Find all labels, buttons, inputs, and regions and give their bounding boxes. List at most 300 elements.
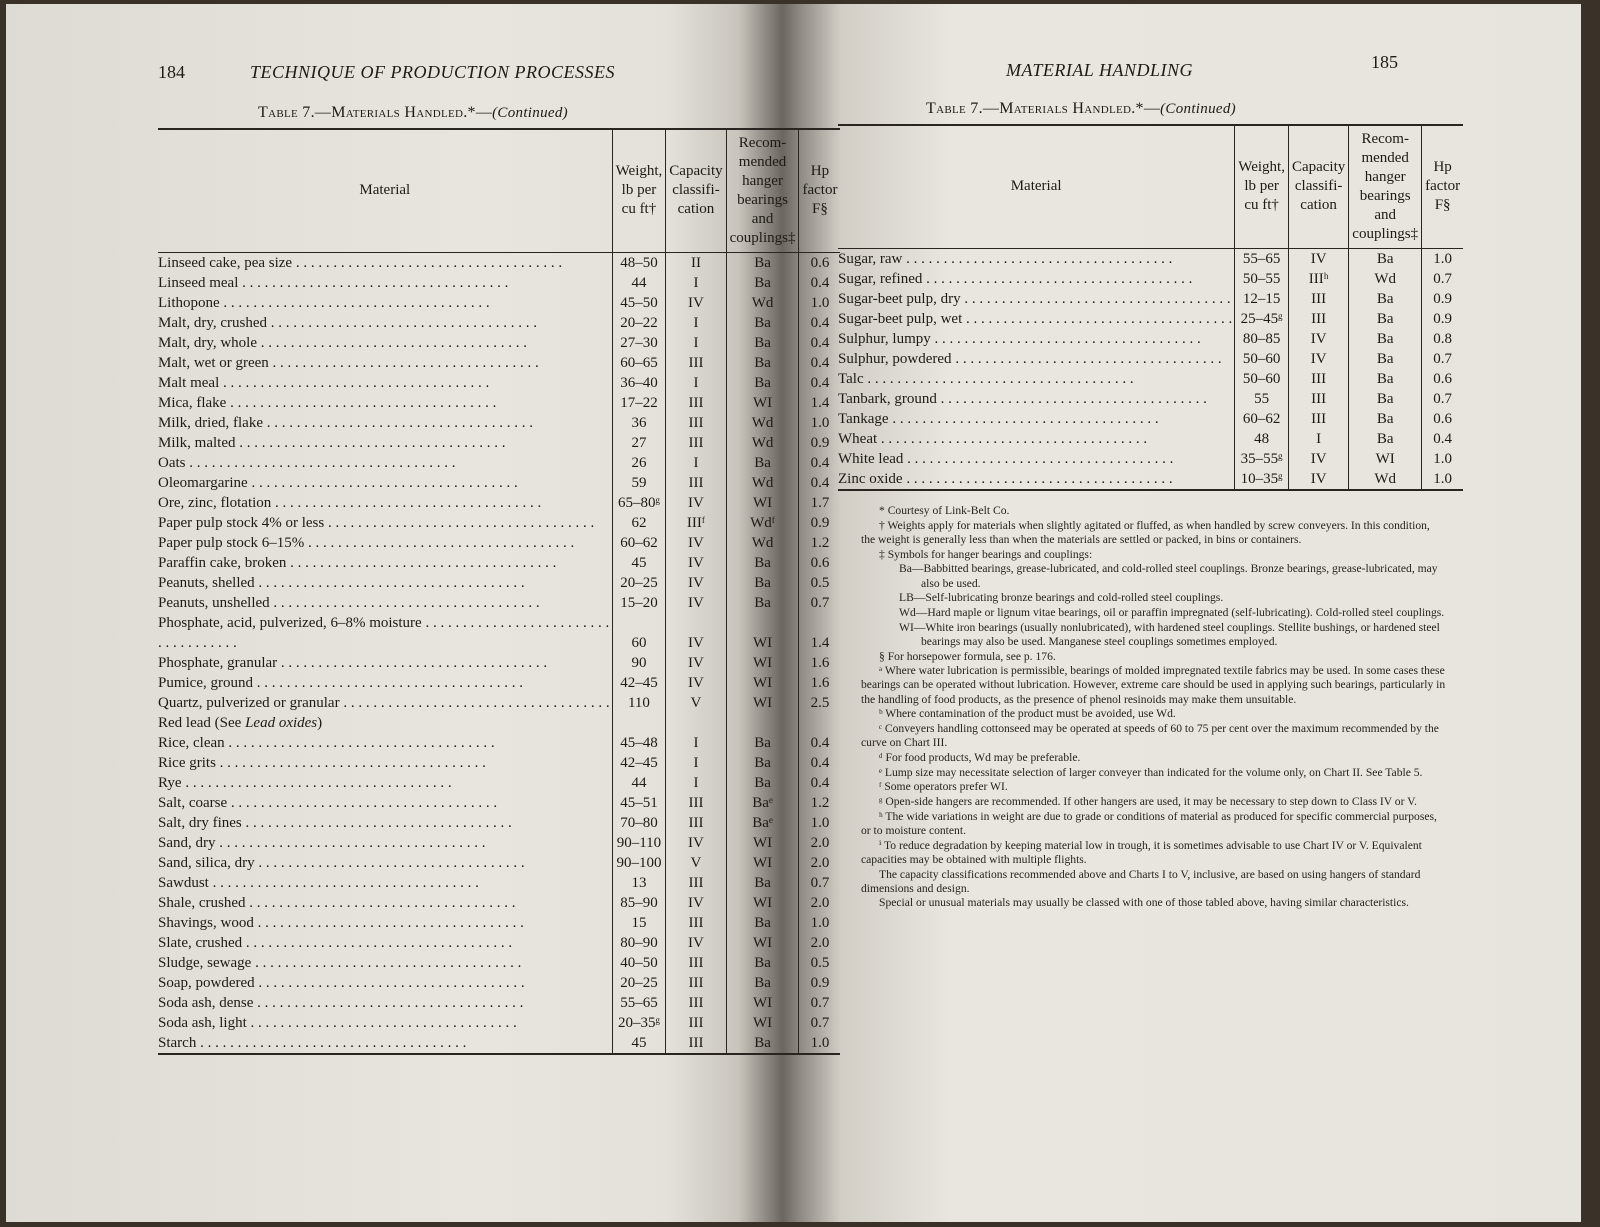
cell-bearing: Wd [726,293,799,313]
right-running-head: MATERIAL HANDLING [1006,60,1194,80]
dot-leader: . . . . . . . . . . . . . . . . . . . . . . . . . . . . . . . . . . . . [238,274,509,291]
left-page [6,4,838,1222]
cell-capacity: I [666,333,726,353]
dot-leader: . . . . . . . . . . . . . . . . . . . . . . . . . . . . . . . . . . . . [254,854,525,871]
cell-material [158,953,612,973]
table-row [158,933,840,953]
book-spread [6,4,1581,1222]
cell-weight: 12–15 [1235,289,1289,309]
cell-weight: 27 [612,433,666,453]
material-name: Milk, dried, flake [158,414,263,431]
footnote: ᶠ Some operators prefer WI. [879,780,1008,794]
cell-material [158,533,612,553]
cell-weight: 40–50 [612,953,666,973]
table-row [158,393,840,413]
cell-weight: 44 [612,773,666,793]
cell-hp-factor: 1.4 [799,393,840,413]
material-name: Sugar, raw [838,250,903,267]
cell-hp-factor: 0.6 [799,553,840,573]
cell-capacity: IV [1288,469,1348,490]
cell-bearing: WI [726,693,799,713]
material-name: Soap, powdered [158,974,255,991]
cell-material [158,273,612,293]
cell-capacity: III [666,1013,726,1033]
dot-leader: . . . . . . . . . . . . . . . . . . . . . . . . . . . . . . . . . . . . [267,314,537,331]
cell-weight: 20–25 [612,573,666,593]
cell-capacity: IV [1288,449,1348,469]
right-page [796,4,1581,1222]
cell-bearing: Wd [1349,269,1422,289]
cell-material [158,293,612,313]
cell-capacity: III [666,973,726,993]
cell-bearing: Ba [1349,349,1422,369]
table-row [158,773,840,793]
material-name: Salt, dry fines [158,814,242,831]
cell-weight: 60 [612,613,666,653]
cell-capacity: IV [666,933,726,953]
cell-bearing: Ba [726,973,799,993]
dot-leader: . . . . . . . . . . . . . . . . . . . . . . . . . . . . . . . . . . . . [269,594,540,611]
cell-capacity: IV [666,533,726,553]
dot-leader: . . . . . . . . . . . . . . . . . . . . . . . . . . . . . . . . . . . . [286,554,557,571]
cell-capacity: I [666,733,726,753]
cell-bearing: WI [726,833,799,853]
left-running-head: TECHNIQUE OF PRODUCTION PROCESSES [250,62,615,82]
table-row [158,753,840,773]
cell-hp-factor: 0.4 [799,273,840,293]
cell-bearing: Baᵉ [726,793,799,813]
cell-weight: 42–45 [612,673,666,693]
dot-leader: . . . . . . . . . . . . . . . . . . . . . . . . . . . . . . . . . . . . [245,894,516,911]
table-row [838,469,1463,490]
cell-weight: 62 [612,513,666,533]
cell-bearing: Ba [726,353,799,373]
table-row [158,373,840,393]
cell-hp-factor: 2.0 [799,933,840,953]
cell-hp-factor: 2.0 [799,833,840,853]
cell-capacity: III [666,873,726,893]
cell-bearing: Wd [726,533,799,553]
cell-hp-factor: 0.7 [799,993,840,1013]
table-row [838,449,1463,469]
cell-hp-factor: 0.9 [799,973,840,993]
cell-material [158,593,612,613]
right-page-number: 185 [1371,52,1398,72]
material-name: Milk, malted [158,434,236,451]
table-row [158,833,840,853]
cell-material [158,473,612,493]
cell-capacity: IV [1288,349,1348,369]
cell-hp-factor: 0.6 [1422,409,1463,429]
cell-capacity: III [666,793,726,813]
cell-bearing: Ba [726,593,799,613]
cell-hp-factor: 0.7 [799,873,840,893]
cell-bearing: Ba [726,373,799,393]
cell-bearing: WI [726,933,799,953]
cell-weight: 110 [612,693,666,713]
cell-material [158,453,612,473]
cell-capacity: IV [666,493,726,513]
cell-material [158,613,612,653]
material-name: Sugar, refined [838,270,923,287]
cell-hp-factor: 1.4 [799,613,840,653]
cell-capacity: III [666,433,726,453]
cell-weight: 90–110 [612,833,666,853]
cell-weight: 45–48 [612,733,666,753]
cell-hp-factor: 1.2 [799,533,840,553]
cell-hp-factor: 1.0 [1422,469,1463,490]
footnote: ᵃ Where water lubrication is permissible, bearings of molded impregnated textile fabrics may be used. In some cases these bearings can be operated without lubrication. However, extreme care should be used in applying such bearings, particularly in the handling of food products, as the presence of phenol resinoids may make them unsuitable. [861,664,1446,706]
cell-capacity: III [666,993,726,1013]
header-weight: Weight, lb per cu ft† [1235,125,1289,248]
cell-weight: 20–35ᵍ [612,1013,666,1033]
table-row [838,429,1463,449]
dot-leader: . . . . . . . . . . . . . . . . . . . . . . . . . . . . . . . . . . . . [902,250,1173,267]
footnote: The capacity classifications recommended above and Charts I to V, inclusive, are based on using hangers of standard dimensions and design. [861,867,1421,895]
cell-bearing: Ba [726,1033,799,1054]
material-name: Sawdust [158,874,209,891]
cell-capacity: IV [666,573,726,593]
right-table-title [926,100,1236,118]
dot-leader: . . . . . . . . . . . . . . . . . . . . . . . . . . . . . . . . . . . . [930,330,1201,347]
table-row [158,713,840,733]
left-table-title-continued: (Continued) [492,105,568,121]
material-name: Soda ash, dense [158,994,254,1011]
cell-capacity: III [666,393,726,413]
right-materials-table [838,124,1463,491]
dot-leader: . . . . . . . . . . . . . . . . . . . . . . . . . . . . . . . . . . . . [227,794,498,811]
cell-capacity: III [1288,389,1348,409]
material-name: Zinc oxide [838,470,903,487]
material-name: Malt, dry, whole [158,334,258,351]
cell-weight: 15 [612,913,666,933]
dot-leader: . . . . . . . . . . . . . . . . . . . . . . . . . . . . . . . . . . . . [224,734,495,751]
cell-hp-factor: 1.7 [799,493,840,513]
cell-capacity: III [666,953,726,973]
cell-material [158,252,612,273]
dot-leader: . . . . . . . . . . . . . . . . . . . . . . . . . . . . . . . . . . . . [339,694,610,711]
table-row [838,269,1463,289]
cell-hp-factor: 0.4 [799,753,840,773]
cell-bearing: Ba [726,773,799,793]
cell-hp-factor: 0.9 [799,513,840,533]
material-name: Starch [158,1034,197,1051]
cell-bearing: WI [726,393,799,413]
dot-leader: . . . . . . . . . . . . . . . . . . . . . . . . . . . . . . . . . . . . [247,474,518,491]
material-name: Mica, flake [158,394,227,411]
left-page-number: 184 [158,62,185,82]
dot-leader: . . . . . . . . . . . . . . . . . . . . . . . . . . . . . . . . . . . . [215,834,486,851]
cell-hp-factor: 0.4 [799,353,840,373]
cell-capacity: V [666,853,726,873]
cell-capacity: III [666,473,726,493]
cell-hp-factor: 0.4 [799,733,840,753]
cell-bearing: Ba [726,273,799,293]
table-row [838,389,1463,409]
cell-hp-factor: 1.0 [799,293,840,313]
cell-weight: 60–62 [612,533,666,553]
footnote: ᶜ Conveyers handling cottonseed may be operated at speeds of 60 to 75 per cent over the maximum recommended by the curve on Chart III. [861,722,1439,750]
material-name: Sand, silica, dry [158,854,255,871]
table-row [158,333,840,353]
table-row [158,993,840,1013]
cell-material [158,713,612,733]
table-row [158,893,840,913]
cell-weight: 50–55 [1235,269,1289,289]
cell-bearing: Ba [1349,309,1422,329]
cell-bearing: WI [726,893,799,913]
left-materials-table [158,128,840,1055]
cell-hp-factor: 0.7 [799,593,840,613]
cell-weight: 90–100 [612,853,666,873]
cell-weight: 59 [612,473,666,493]
cell-material [158,373,612,393]
cell-capacity: III [666,913,726,933]
header-hp-factor: Hp factor F§ [1422,125,1463,248]
cell-capacity: III [666,1033,726,1054]
cell-capacity: V [666,693,726,713]
cell-capacity: III [1288,289,1348,309]
table-row [838,309,1463,329]
cell-capacity: IV [1288,248,1348,269]
cell-material [158,873,612,893]
header-weight: Weight, lb per cu ft† [612,129,666,252]
footnote: ᵈ For food products, Wd may be preferable. [879,750,1081,764]
table-row [158,953,840,973]
cell-bearing [726,713,799,733]
cell-hp-factor: 0.6 [1422,369,1463,389]
cell-capacity: IIIʰ [1288,269,1348,289]
material-name: Rice, clean [158,734,225,751]
dot-leader: . . . . . . . . . . . . . . . . . . . . . . . . . . . . . . . . . . . . [936,390,1207,407]
cell-material [158,553,612,573]
header-capacity: Capacity classifi- cation [1288,125,1348,248]
footnote: ᵉ Lump size may necessitate selection of larger conveyer than indicated for the volume only, on Chart II. See Table 5. [879,765,1423,779]
cell-material [838,369,1235,389]
material-name: Paper pulp stock 6–15% [158,534,305,551]
cell-hp-factor: 0.9 [1422,309,1463,329]
material-name: Rye [158,774,182,791]
cell-weight: 17–22 [612,393,666,413]
cell-hp-factor: 1.0 [1422,248,1463,269]
cell-hp-factor: 0.9 [1422,289,1463,309]
cell-bearing: WI [726,673,799,693]
cell-weight: 60–65 [612,353,666,373]
table-row [158,733,840,753]
material-name: Rice grits [158,754,216,771]
material-name: Talc [838,370,864,387]
cell-material [838,349,1235,369]
cell-bearing: WI [726,993,799,1013]
footnote: LB—Self-lubricating bronze bearings and cold-rolled steel couplings. [899,591,1224,605]
table-row [158,413,840,433]
dot-leader: . . . . . . . . . . . . . . . . . . . . . . . . . . . . . . . . . . . . [277,654,548,671]
cell-bearing: Ba [726,753,799,773]
material-name: Sugar-beet pulp, wet [838,310,963,327]
cell-capacity [666,713,726,733]
cell-weight: 50–60 [1235,349,1289,369]
cell-material [838,309,1235,329]
cell-material [158,913,612,933]
cell-material [838,389,1235,409]
dot-leader: . . . . . . . . . . . . . . . . . . . . . . . . . . . . . . . . . . . . [242,934,513,951]
header-bearings: Recom- mended hanger bearings and couplings‡ [726,129,799,252]
table-row [158,353,840,373]
table-row [838,369,1463,389]
cell-hp-factor: 0.6 [799,252,840,273]
cell-hp-factor: 0.7 [1422,269,1463,289]
cell-weight: 50–60 [1235,369,1289,389]
cell-bearing: Ba [1349,389,1422,409]
cell-material [838,289,1235,309]
table-row [158,252,840,273]
material-cross-reference: Lead oxides [245,714,318,731]
dot-leader: . . . . . . . . . . . . . . . . . . . . . . . . . . . . . . . . . . . . [271,494,542,511]
cell-weight: 80–90 [612,933,666,953]
cell-bearing: Ba [726,453,799,473]
header-material: Material [359,182,411,199]
table-row [838,329,1463,349]
cell-capacity: III [1288,409,1348,429]
cell-material [158,393,612,413]
cell-weight: 90 [612,653,666,673]
cell-bearing: WI [726,493,799,513]
cell-material [158,853,612,873]
cell-bearing: Ba [726,313,799,333]
material-name: Sulphur, lumpy [838,330,931,347]
material-name: Salt, coarse [158,794,228,811]
cell-weight: 70–80 [612,813,666,833]
cell-bearing: Ba [726,873,799,893]
right-table-title-main: Table 7.—Materials Handled.*— [926,100,1161,117]
cell-capacity: IV [666,613,726,653]
cell-material [838,269,1235,289]
table-row [838,409,1463,429]
cell-hp-factor: 0.9 [799,433,840,453]
cell-weight: 45–51 [612,793,666,813]
dot-leader: . . . . . . . . . . . . . . . . . . . . . . . . . . . . . . . . . . . . [215,754,486,771]
cell-bearing: Ba [726,953,799,973]
dot-leader: . . . . . . . . . . . . . . . . . . . . . . . . . . . . . . . . . . . . [877,430,1148,447]
table-row [158,473,840,493]
table-row [158,293,840,313]
cell-weight: 60–62 [1235,409,1289,429]
material-name: White lead [838,450,904,467]
dot-leader: . . . . . . . . . . . . . . . . . . . . . . . . . . . . . . . . . . . . [196,1034,467,1051]
dot-leader: . . . . . . . . . . . . . . . . . . . . . . . . . . . . . . . . . . . . [253,994,524,1011]
dot-leader: . . . . . . . . . . . . . . . . . . . . . . . . . . . . . . . . . . . . [257,334,528,351]
cell-bearing: WI [726,1013,799,1033]
cell-bearing: Ba [726,333,799,353]
cell-weight: 48 [1235,429,1289,449]
material-name: Phosphate, acid, pulverized, 6–8% moisture [158,614,422,631]
cell-hp-factor: 0.4 [799,333,840,353]
cell-material [158,753,612,773]
cell-hp-factor: 0.4 [799,453,840,473]
material-name: Wheat [838,430,878,447]
footnote: * Courtesy of Link-Belt Co. [879,504,1010,517]
material-name: Paper pulp stock 4% or less [158,514,325,531]
cell-material [158,353,612,373]
cell-hp-factor: 1.2 [799,793,840,813]
footnote: ‡ Symbols for hanger bearings and couplings: [879,547,1093,561]
cell-hp-factor: 1.0 [799,413,840,433]
cell-weight: 13 [612,873,666,893]
cell-material [158,933,612,953]
table-row [158,273,840,293]
cell-hp-factor: 1.0 [799,913,840,933]
cell-capacity: IV [1288,329,1348,349]
table-row [158,853,840,873]
dot-leader: . . . . . . . . . . . . . . . . . . . . . . . . . . . . . . . . . . . . [951,350,1222,367]
right-table-title-continued: (Continued) [1160,101,1236,117]
cell-material [158,333,612,353]
table-row [838,349,1463,369]
cell-bearing: Ba [1349,329,1422,349]
material-name: Malt, dry, crushed [158,314,267,331]
dot-leader: . . . . . . . . . . . . . . . . . . . . . . . . . . . . . . . . . . . . [902,470,1173,487]
dot-leader: . . . . . . . . . . . . . . . . . . . . . . . . . . . . . . . . . . . . [292,254,563,271]
dot-leader: . . . . . . . . . . . . . . . . . . . . . . . . . . . . . . . . . . . . [253,674,523,691]
table-row [158,313,840,333]
cell-bearing: Ba [726,733,799,753]
table-row [158,913,840,933]
dot-leader: . . . . . . . . . . . . . . . . . . . . . . . . . . . . . . . . . . . . [962,310,1233,327]
cell-material [158,993,612,1013]
cell-hp-factor: 0.5 [799,953,840,973]
cell-weight: 15–20 [612,593,666,613]
material-name: Quartz, pulverized or granular [158,694,340,711]
cell-weight: 45 [612,553,666,573]
material-name: Peanuts, shelled [158,574,255,591]
footnote: § For horsepower formula, see p. 176. [879,649,1056,663]
dot-leader: . . . . . . . . . . . . . . . . . . . . . . . . . . . . . . . . . . . . [208,874,479,891]
cell-capacity: II [666,252,726,273]
cell-bearing: Ba [1349,289,1422,309]
table-row [158,1033,840,1054]
cell-bearing: WI [1349,449,1422,469]
cell-weight: 55 [1235,389,1289,409]
footnote: ᵍ Open-side hangers are recommended. If other hangers are used, it may be necessary to step down to Class IV or V. [879,795,1417,809]
cell-capacity: III [666,813,726,833]
dot-leader: . . . . . . . . . . . . . . . . . . . . . . . . . . . . . . . . . . . . [235,434,506,451]
table-row [158,653,840,673]
table-row [158,613,840,653]
cell-capacity: III [666,353,726,373]
table-row [158,513,840,533]
table-row [158,793,840,813]
cell-material [158,1033,612,1054]
cell-material [158,893,612,913]
cell-material [838,469,1235,490]
cell-material [158,733,612,753]
footnote: Ba—Babbitted bearings, grease-lubricated, and cold-rolled steel couplings. Bronze bearings, grease-lubricated, may also be used. [899,562,1438,590]
cell-capacity: IV [666,833,726,853]
dot-leader: . . . . . . . . . . . . . . . . . . . . . . . . . . . . . . . . . . . . [254,574,525,591]
cell-material [838,449,1235,469]
cell-bearing: Ba [726,553,799,573]
cell-material [158,813,612,833]
cell-bearing: Ba [726,913,799,933]
cell-bearing: Ba [1349,409,1422,429]
cell-bearing: Ba [1349,369,1422,389]
cell-material [158,673,612,693]
cell-material [158,513,612,533]
cell-bearing: Wd [1349,469,1422,490]
cell-capacity: IV [666,293,726,313]
material-name: Slate, crushed [158,934,243,951]
cell-capacity: IV [666,673,726,693]
